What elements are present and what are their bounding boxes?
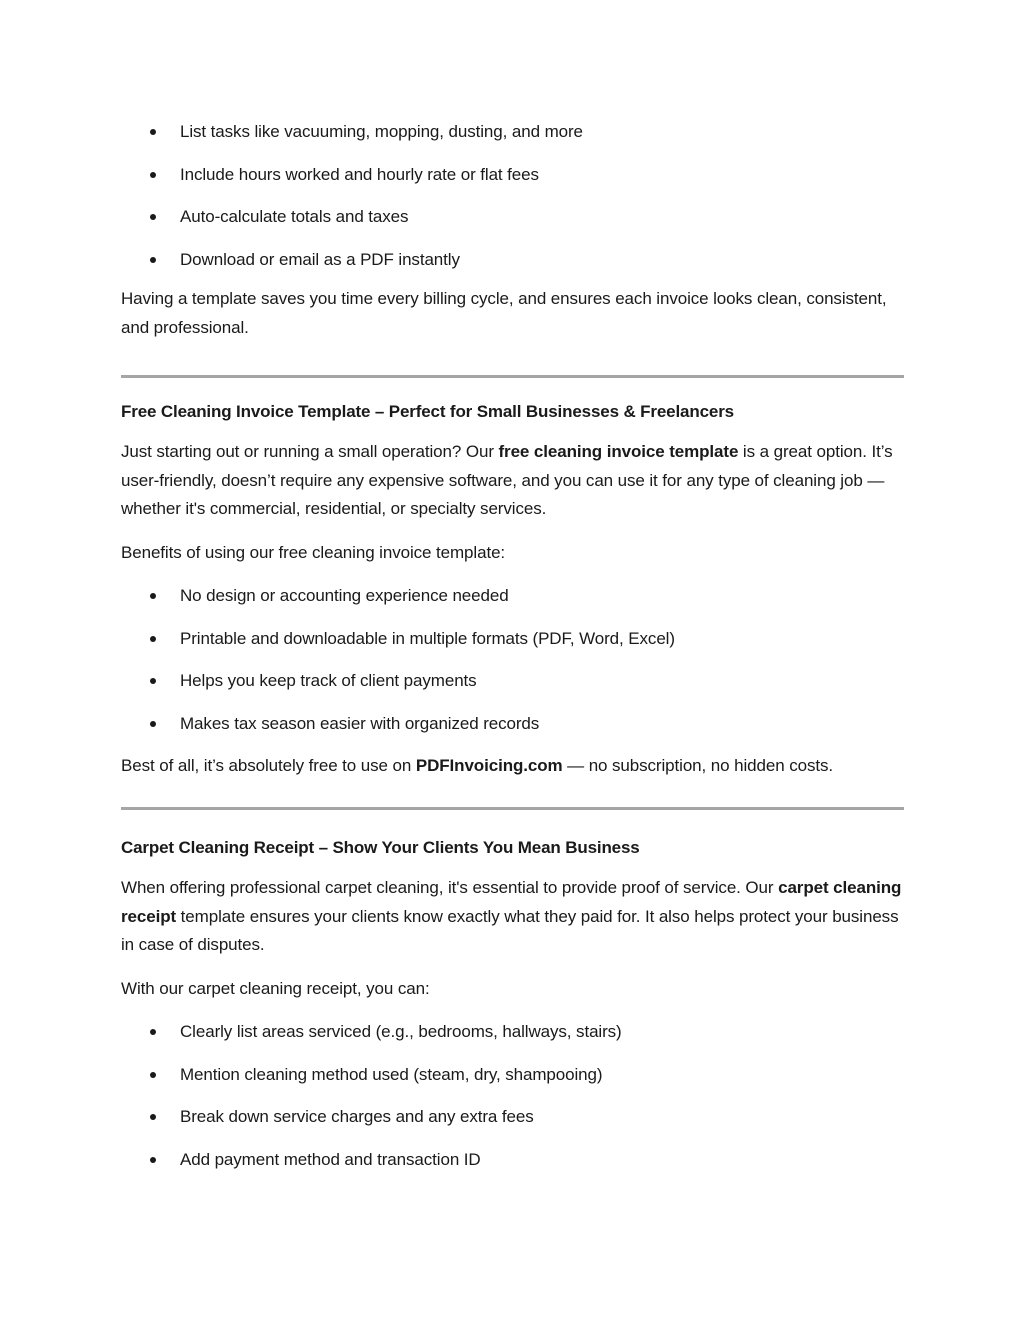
site-name: PDFInvoicing.com [415, 756, 563, 775]
carpet-receipt-intro: When offering professional carpet cleaning, it's essential to provide proof of service. Our carpet cleaning receipt template ensures your clients know exactly what they paid for. It also helps protect your business in case of disputes. [121, 878, 902, 954]
bullet-icon [150, 678, 156, 684]
bullet-icon [150, 172, 156, 178]
bullet-icon [150, 1029, 156, 1035]
free-invoice-emphasis: free cleaning invoice template [498, 442, 739, 461]
template-paragraph: Having a template saves you time every billing cycle, and ensures each invoice looks clean, consistent, and professional. [121, 289, 887, 337]
bullet-icon [150, 636, 156, 642]
bullet-icon [150, 593, 156, 599]
bullet-icon [150, 721, 156, 727]
section-divider [121, 807, 904, 810]
bullet-icon [150, 214, 156, 220]
section-divider [121, 375, 904, 378]
bullet-icon [150, 257, 156, 263]
bullet-icon [150, 129, 156, 135]
free-invoice-closing: Best of all, it’s absolutely free to use on PDFInvoicing.com — no subscription, no hidden costs. [121, 756, 833, 775]
carpet-list-label: With our carpet cleaning receipt, you can: [121, 979, 430, 998]
benefits-label: Benefits of using our free cleaning invoice template: [121, 543, 506, 562]
bullet-icon [150, 1157, 156, 1163]
bullet-icon [150, 1072, 156, 1078]
section-heading-carpet-receipt: Carpet Cleaning Receipt – Show Your Clients You Mean Business [121, 838, 640, 857]
bullet-icon [150, 1114, 156, 1120]
carpet-receipt-emphasis: carpet cleaning receipt [121, 878, 902, 926]
section-heading-free-invoice: Free Cleaning Invoice Template – Perfect for Small Businesses & Freelancers [121, 402, 734, 421]
free-invoice-intro: Just starting out or running a small operation? Our free cleaning invoice template is a great option. It’s user-friendly, doesn’t require any expensive software, and you can use it for any type of cleaning job — whether it's commercial, residential, or specialty services. [121, 442, 893, 518]
